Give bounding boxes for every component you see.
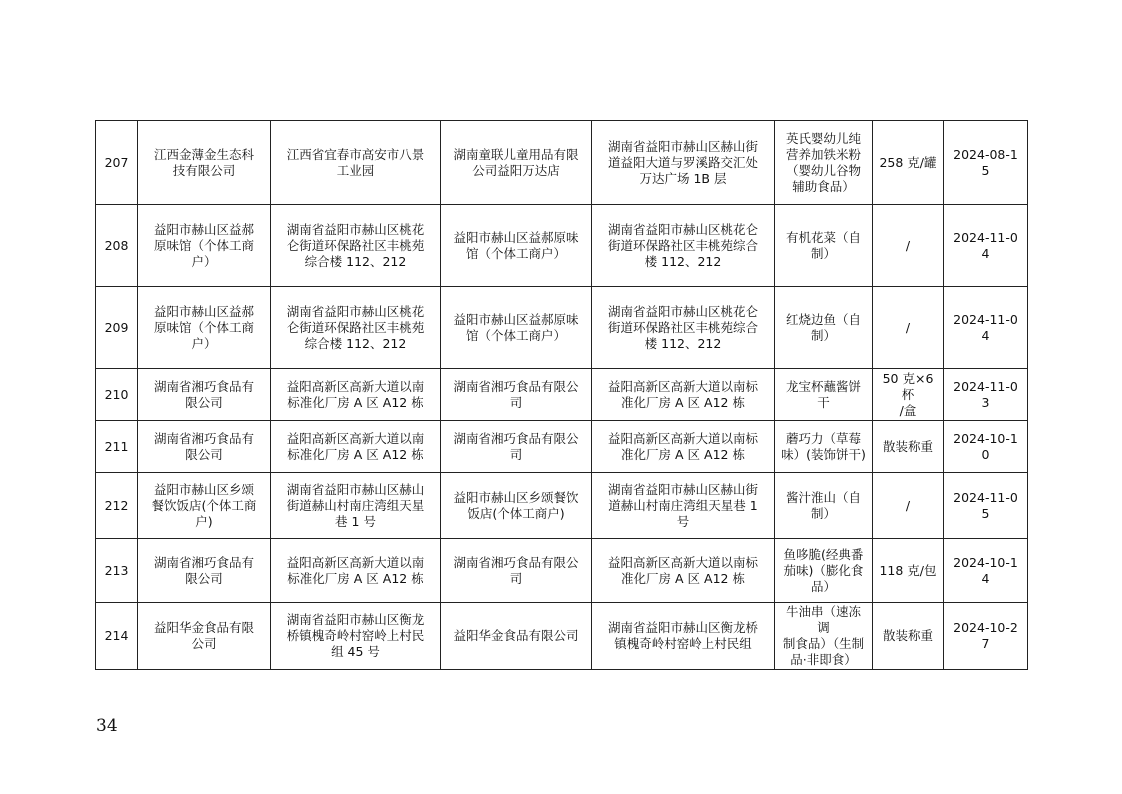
seller-name-cell: 湖南省湘巧食品有限公 司: [441, 539, 592, 603]
production-date-cell: 2024-11-05: [944, 473, 1028, 539]
table-body: [96, 121, 1028, 670]
table-row: [96, 473, 1028, 539]
seller-address-cell: 湖南省益阳市赫山区衡龙桥 镇槐奇岭村窑岭上村民组: [592, 603, 775, 670]
producer-address-cell: 益阳高新区高新大道以南 标准化厂房 A 区 A12 栋: [271, 421, 441, 473]
table-row: [96, 287, 1028, 369]
seller-name-cell: 益阳市赫山区乡颂餐饮 饭店(个体工商户): [441, 473, 592, 539]
seller-name-cell: 湖南省湘巧食品有限公 司: [441, 421, 592, 473]
table-row: [96, 205, 1028, 287]
production-date-cell: 2024-11-04: [944, 287, 1028, 369]
row-number-cell: 214: [96, 603, 138, 670]
producer-name-cell: 江西金薄金生态科 技有限公司: [138, 121, 271, 205]
specification-cell: /: [873, 473, 944, 539]
producer-name-cell: 湖南省湘巧食品有 限公司: [138, 539, 271, 603]
product-name-cell: 红烧边鱼（自 制）: [775, 287, 873, 369]
seller-address-cell: 湖南省益阳市赫山区赫山街 道赫山村南庄湾组天星巷 1 号: [592, 473, 775, 539]
producer-name-cell: 湖南省湘巧食品有 限公司: [138, 369, 271, 421]
producer-address-cell: 湖南省益阳市赫山区桃花 仑街道环保路社区丰桃苑 综合楼 112、212: [271, 205, 441, 287]
production-date-cell: 2024-08-15: [944, 121, 1028, 205]
specification-cell: 散装称重: [873, 603, 944, 670]
production-date-cell: 2024-10-10: [944, 421, 1028, 473]
specification-cell: /: [873, 287, 944, 369]
row-number-cell: 213: [96, 539, 138, 603]
producer-address-cell: 益阳高新区高新大道以南 标准化厂房 A 区 A12 栋: [271, 539, 441, 603]
table-row: [96, 603, 1028, 670]
seller-name-cell: 益阳华金食品有限公司: [441, 603, 592, 670]
producer-address-cell: 湖南省益阳市赫山区桃花 仑街道环保路社区丰桃苑 综合楼 112、212: [271, 287, 441, 369]
seller-name-cell: 湖南省湘巧食品有限公 司: [441, 369, 592, 421]
specification-cell: 50 克×6 杯 /盒: [873, 369, 944, 421]
producer-name-cell: 益阳华金食品有限 公司: [138, 603, 271, 670]
product-name-cell: 龙宝杯蘸酱饼 干: [775, 369, 873, 421]
producer-address-cell: 江西省宜春市高安市八景 工业园: [271, 121, 441, 205]
product-name-cell: 蘑巧力（草莓 味）(装饰饼干): [775, 421, 873, 473]
product-name-cell: 鱼哆脆(经典番 茄味)（膨化食 品）: [775, 539, 873, 603]
specification-cell: 散装称重: [873, 421, 944, 473]
table-row: [96, 539, 1028, 603]
producer-address-cell: 湖南省益阳市赫山区衡龙 桥镇槐奇岭村窑岭上村民 组 45 号: [271, 603, 441, 670]
producer-address-cell: 益阳高新区高新大道以南 标准化厂房 A 区 A12 栋: [271, 369, 441, 421]
producer-name-cell: 益阳市赫山区乡颂 餐饮饭店(个体工商 户): [138, 473, 271, 539]
product-name-cell: 有机花菜（自 制）: [775, 205, 873, 287]
table-row: [96, 421, 1028, 473]
row-number-cell: 212: [96, 473, 138, 539]
product-name-cell: 牛油串（速冻调 制食品）（生制 品·非即食）: [775, 603, 873, 670]
production-date-cell: 2024-11-04: [944, 205, 1028, 287]
seller-address-cell: 益阳高新区高新大道以南标 准化厂房 A 区 A12 栋: [592, 539, 775, 603]
production-date-cell: 2024-11-03: [944, 369, 1028, 421]
specification-cell: 258 克/罐: [873, 121, 944, 205]
seller-name-cell: 湖南童联儿童用品有限 公司益阳万达店: [441, 121, 592, 205]
seller-name-cell: 益阳市赫山区益郝原味 馆（个体工商户）: [441, 205, 592, 287]
seller-address-cell: 益阳高新区高新大道以南标 准化厂房 A 区 A12 栋: [592, 369, 775, 421]
product-name-cell: 英氏婴幼儿纯 营养加铁米粉 （婴幼儿谷物 辅助食品）: [775, 121, 873, 205]
table-row: [96, 369, 1028, 421]
row-number-cell: 211: [96, 421, 138, 473]
seller-address-cell: 湖南省益阳市赫山区赫山街 道益阳大道与罗溪路交汇处 万达广场 1B 层: [592, 121, 775, 205]
seller-address-cell: 湖南省益阳市赫山区桃花仑 街道环保路社区丰桃苑综合 楼 112、212: [592, 205, 775, 287]
production-date-cell: 2024-10-14: [944, 539, 1028, 603]
seller-address-cell: 湖南省益阳市赫山区桃花仑 街道环保路社区丰桃苑综合 楼 112、212: [592, 287, 775, 369]
row-number-cell: 207: [96, 121, 138, 205]
producer-name-cell: 益阳市赫山区益郝 原味馆（个体工商 户）: [138, 205, 271, 287]
row-number-cell: 209: [96, 287, 138, 369]
sampling-records-table: [95, 120, 1028, 670]
specification-cell: 118 克/包: [873, 539, 944, 603]
specification-cell: /: [873, 205, 944, 287]
producer-name-cell: 湖南省湘巧食品有 限公司: [138, 421, 271, 473]
producer-name-cell: 益阳市赫山区益郝 原味馆（个体工商 户）: [138, 287, 271, 369]
table-row: [96, 121, 1028, 205]
page-number: 34: [96, 716, 118, 736]
row-number-cell: 210: [96, 369, 138, 421]
product-name-cell: 酱汁淮山（自 制）: [775, 473, 873, 539]
producer-address-cell: 湖南省益阳市赫山区赫山 街道赫山村南庄湾组天星 巷 1 号: [271, 473, 441, 539]
seller-address-cell: 益阳高新区高新大道以南标 准化厂房 A 区 A12 栋: [592, 421, 775, 473]
row-number-cell: 208: [96, 205, 138, 287]
seller-name-cell: 益阳市赫山区益郝原味 馆（个体工商户）: [441, 287, 592, 369]
production-date-cell: 2024-10-27: [944, 603, 1028, 670]
